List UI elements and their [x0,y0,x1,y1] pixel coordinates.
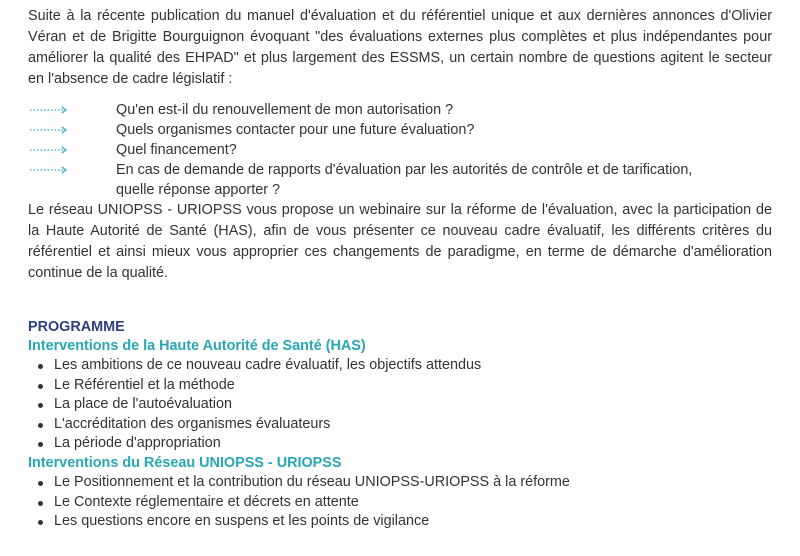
dotted-arrow-icon [30,146,70,154]
list-item [28,376,772,396]
question-item [28,120,772,140]
list-item [28,434,772,454]
list-item-text: Le Positionnement et la contribution du réseau UNIOPSS-URIOPSS à la réforme [54,473,570,490]
bullet-icon [38,442,43,447]
programme-title: PROGRAMME [28,319,125,335]
section-heading-uniopss: Interventions du Réseau UNIOPSS - URIOPSS [28,454,342,471]
question-text: quelle réponse apporter ? [116,182,281,198]
uniopss-items-list [28,473,772,532]
list-item-text: La place de l'autoévaluation [54,396,232,413]
question-item [28,160,772,180]
bullet-icon [38,423,43,428]
list-item-text: La période d'appropriation [54,435,221,452]
list-item-text: Les ambitions de ce nouveau cadre évaluatif, les objectifs attendus [54,357,482,373]
question-item-continuation [28,180,772,200]
question-text: En cas de demande de rapports d'évaluation par les autorités de contrôle et de tarification, [116,162,693,178]
bullet-icon [38,520,43,525]
list-item [28,512,772,532]
list-item [28,493,772,513]
question-text: Quel financement? [116,142,237,158]
bullet-icon [38,364,43,369]
bullet-icon [38,403,43,408]
list-item-text: Les questions encore en suspens et les points de vigilance [54,513,430,530]
bullet-icon [38,481,43,486]
dotted-arrow-icon [30,106,70,114]
list-item-text: Le Référentiel et la méthode [54,376,235,393]
list-item-text: Le Contexte réglementaire et décrets en attente [54,493,359,510]
question-item [28,100,772,120]
dotted-arrow-icon [30,126,70,134]
question-item [28,140,772,160]
question-text: Qu'en est-il du renouvellement de mon autorisation ? [116,102,454,118]
dotted-arrow-icon [30,166,70,174]
list-item-text: L'accréditation des organismes évaluateurs [54,415,331,432]
list-item [28,356,772,376]
webinar-paragraph: Le réseau UNIOPSS - URIOPSS vous propose un webinaire sur la réforme de l'évaluation, avec la participation de la Haute Autorité de Santé (HAS), afin de vous présenter ce nouveau cadre évaluatif, les différents critères du référentiel et ainsi mieux vous approprier ces changements de paradigme, en terme de démarche d'amélioration continue de la qualité. [28,202,772,281]
list-item [28,395,772,415]
question-text: Quels organismes contacter pour une future évaluation? [116,122,475,138]
list-item [28,473,772,493]
intro-paragraph: Suite à la récente publication du manuel d'évaluation et du référentiel unique et aux dernières annonces d'Olivier Véran et de Brigitte Bourguignon évoquant "des évaluations externes plus complètes et plus indépendantes pour améliorer la qualité des EHPAD" et plus largement des ESSMS, un certain nombre de questions agitent le secteur en l'absence de cadre législatif : [28,8,772,87]
section-heading-has: Interventions de la Haute Autorité de Santé (HAS) [28,338,366,354]
questions-list [28,100,772,200]
list-item [28,415,772,435]
bullet-icon [38,384,43,389]
bullet-icon [38,501,43,506]
has-items-list [28,356,772,454]
